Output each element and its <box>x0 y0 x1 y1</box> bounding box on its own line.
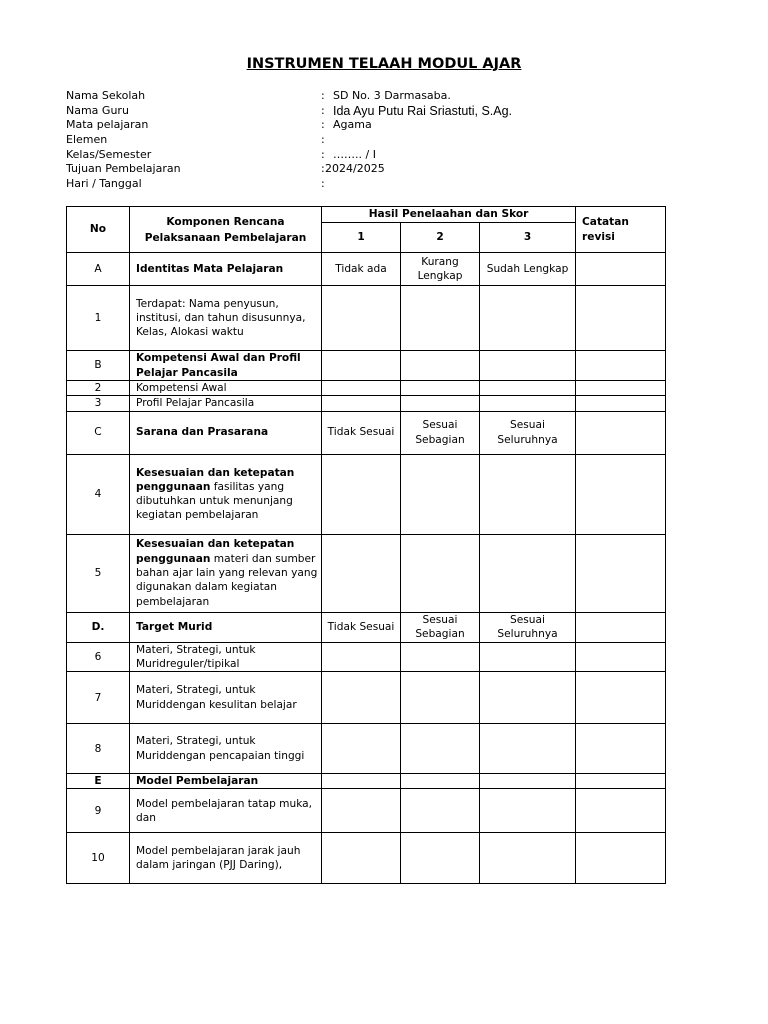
notes-cell <box>576 351 666 381</box>
row-component <box>130 286 322 351</box>
score-3-cell <box>480 833 576 884</box>
row-component: Profil Pelajar Pancasila <box>130 396 322 411</box>
row-no: 10 <box>67 833 130 884</box>
row-no: C <box>67 411 130 454</box>
table-row <box>67 833 666 884</box>
score-1-cell <box>322 724 401 774</box>
score-3-cell <box>480 286 576 351</box>
info-label: Mata pelajaran <box>66 118 149 132</box>
info-label: Nama Sekolah <box>66 89 146 102</box>
info-colon: : <box>321 147 325 161</box>
score-1-cell <box>322 286 401 351</box>
info-label: Nama Guru <box>66 103 129 117</box>
score-2-cell <box>401 381 480 396</box>
score-1-cell <box>322 381 401 396</box>
info-value: Ida Ayu Putu Rai Sriastuti, S.Ag. <box>333 103 513 118</box>
row-component-prefix: Terdapat: <box>136 297 186 310</box>
score-2-cell <box>401 774 480 789</box>
score-2-cell <box>401 286 480 351</box>
info-label: Kelas/Semester <box>66 147 152 161</box>
notes-cell <box>576 789 666 833</box>
row-component-text: Nama penyusun, institusi, dan tahun disusunnya, Kelas, Alokasi waktu <box>136 297 306 339</box>
info-label: Tujuan Pembelajaran <box>66 162 181 176</box>
score-3-cell <box>480 789 576 833</box>
table-row <box>67 381 666 396</box>
row-component: Kompetensi Awal <box>130 381 322 396</box>
row-component: Materi, Strategi, untuk Muridreguler/tipikal <box>130 642 322 672</box>
header-score-3: 3 <box>480 223 576 253</box>
info-colon: : <box>321 162 325 176</box>
score-1-cell: Tidak Sesuai <box>322 612 401 642</box>
score-2-cell: Sesuai Sebagian <box>401 411 480 454</box>
table-row <box>67 774 666 789</box>
score-1-cell <box>322 396 401 411</box>
row-no: 7 <box>67 672 130 724</box>
table-row <box>67 724 666 774</box>
score-2-cell <box>401 534 480 612</box>
header-component: Komponen Rencana Pelaksanaan Pembelajaran <box>130 207 322 253</box>
table-row <box>67 253 666 286</box>
row-component: Identitas Mata Pelajaran <box>130 253 322 286</box>
row-component <box>130 534 322 612</box>
table-row <box>67 286 666 351</box>
row-component <box>130 454 322 534</box>
row-no: 6 <box>67 642 130 672</box>
row-no: 4 <box>67 454 130 534</box>
row-component-bold: Kesesuaian dan ketepatan penggunaan <box>136 538 295 565</box>
row-no: 5 <box>67 534 130 612</box>
row-component-bold: Kesesuaian dan ketepatan penggunaan <box>136 466 295 493</box>
score-1-cell <box>322 351 401 381</box>
score-3-cell <box>480 774 576 789</box>
score-2-cell <box>401 642 480 672</box>
review-table <box>66 206 666 884</box>
score-3-cell <box>480 381 576 396</box>
notes-cell <box>576 774 666 789</box>
score-3-cell <box>480 724 576 774</box>
score-1-cell <box>322 672 401 724</box>
score-3-cell <box>480 534 576 612</box>
notes-cell <box>576 724 666 774</box>
row-no: E <box>67 774 130 789</box>
info-value: 2024/2025 <box>325 162 385 176</box>
row-component: Materi, Strategi, untuk Muriddengan kesulitan belajar <box>130 672 322 724</box>
score-1-cell: Tidak ada <box>322 253 401 286</box>
score-3-cell: Sesuai Seluruhnya <box>480 411 576 454</box>
row-component: Model pembelajaran tatap muka, dan <box>130 789 322 833</box>
info-colon: : <box>321 89 325 102</box>
row-component: Materi, Strategi, untuk Muriddengan pencapaian tinggi <box>130 724 322 774</box>
info-colon: : <box>321 133 325 147</box>
table-row <box>67 672 666 724</box>
score-2-cell: Kurang Lengkap <box>401 253 480 286</box>
row-no: 9 <box>67 789 130 833</box>
info-label: Elemen <box>66 133 108 147</box>
notes-cell <box>576 286 666 351</box>
notes-cell <box>576 612 666 642</box>
notes-cell <box>576 672 666 724</box>
score-1-cell <box>322 642 401 672</box>
score-3-cell <box>480 642 576 672</box>
score-2-cell <box>401 789 480 833</box>
row-component: Target Murid <box>130 612 322 642</box>
notes-cell <box>576 642 666 672</box>
score-2-cell <box>401 351 480 381</box>
score-3-cell <box>480 351 576 381</box>
table-row <box>67 454 666 534</box>
score-3-cell <box>480 454 576 534</box>
row-no: 2 <box>67 381 130 396</box>
row-component: Model Pembelajaran <box>130 774 322 789</box>
header-score-2: 2 <box>401 223 480 253</box>
row-no: 1 <box>67 286 130 351</box>
row-no: A <box>67 253 130 286</box>
row-no: B <box>67 351 130 381</box>
score-1-cell <box>322 774 401 789</box>
table-row <box>67 612 666 642</box>
info-value: SD No. 3 Darmasaba. <box>333 89 451 102</box>
info-colon: : <box>321 177 325 191</box>
row-no: 3 <box>67 396 130 411</box>
row-component: Model pembelajaran jarak jauh dalam jaringan (PJJ Daring), <box>130 833 322 884</box>
notes-cell <box>576 411 666 454</box>
score-2-cell <box>401 672 480 724</box>
notes-cell <box>576 381 666 396</box>
info-label: Hari / Tanggal <box>66 177 142 191</box>
table-row <box>67 351 666 381</box>
header-row <box>67 207 666 223</box>
row-no: D. <box>67 612 130 642</box>
score-1-cell <box>322 534 401 612</box>
header-notes: Catatan revisi <box>576 207 666 253</box>
score-2-cell <box>401 454 480 534</box>
score-1-cell: Tidak Sesuai <box>322 411 401 454</box>
document-title: INSTRUMEN TELAAH MODUL AJAR <box>246 56 522 72</box>
row-component-text: materi dan sumber bahan ajar lain yang relevan yang digunakan dalam kegiatan pembelajaran <box>136 552 318 608</box>
table-row <box>67 642 666 672</box>
info-colon: : <box>321 118 325 132</box>
table-row <box>67 789 666 833</box>
header-no: No <box>67 207 130 253</box>
header-score-1: 1 <box>322 223 401 253</box>
score-3-cell: Sesuai Seluruhnya <box>480 612 576 642</box>
score-1-cell <box>322 789 401 833</box>
score-2-cell <box>401 396 480 411</box>
row-no: 8 <box>67 724 130 774</box>
table-row <box>67 534 666 612</box>
table-row <box>67 411 666 454</box>
score-3-cell <box>480 396 576 411</box>
info-value: Agama <box>333 118 372 132</box>
score-2-cell <box>401 833 480 884</box>
score-2-cell <box>401 724 480 774</box>
header-result: Hasil Penelaahan dan Skor <box>322 207 576 223</box>
notes-cell <box>576 534 666 612</box>
row-component: Kompetensi Awal dan Profil Pelajar Pancasila <box>130 351 322 381</box>
notes-cell <box>576 454 666 534</box>
info-value: …….. / I <box>333 147 376 161</box>
table-row <box>67 396 666 411</box>
score-2-cell: Sesuai Sebagian <box>401 612 480 642</box>
score-1-cell <box>322 454 401 534</box>
notes-cell <box>576 833 666 884</box>
notes-cell <box>576 253 666 286</box>
score-3-cell <box>480 672 576 724</box>
score-3-cell: Sudah Lengkap <box>480 253 576 286</box>
info-colon: : <box>321 103 325 117</box>
notes-cell <box>576 396 666 411</box>
score-1-cell <box>322 833 401 884</box>
row-component-text: fasilitas yang dibutuhkan untuk menunjang kegiatan pembelajaran <box>136 480 293 522</box>
row-component: Sarana dan Prasarana <box>130 411 322 454</box>
